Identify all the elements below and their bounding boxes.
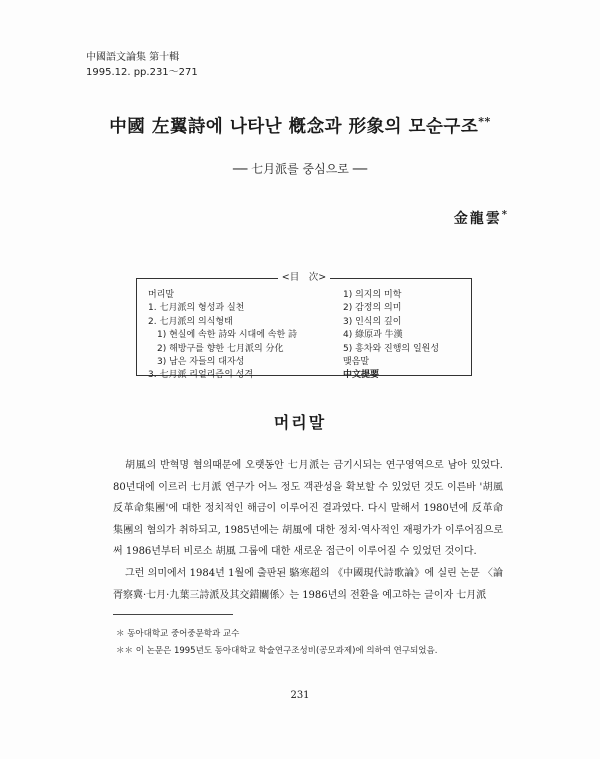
toc-item: 1. 七月派의 형성과 실천: [148, 303, 245, 314]
footnote: ＊ 동아대학교 중어중문학과 교수: [116, 629, 240, 639]
paper-subtitle: ── 七月派를 중심으로 ──: [232, 162, 368, 176]
toc-item: 1) 의지의 미학: [343, 290, 402, 300]
paper-title-text: 中國 左翼詩에 나타난 槪念과 形象의 모순구조: [109, 117, 479, 137]
body-text: [113, 455, 503, 606]
journal-name: 中國語文論集 第十輯: [86, 52, 180, 63]
toc-item: 5) 흥차와 진행의 일원성: [343, 343, 440, 354]
journal-info: [86, 50, 198, 80]
body-paragraph: 胡風의 반혁명 혐의때문에 오랫동안 七月派는 금기시되는 연구영역으로 남아 있었다. 80년대에 이르러 七月派 연구가 어느 정도 객관성을 확보할 수 있었던 것도 이른바 '胡風反革命集團'에 대한 정치적인 해금이 이루어진 결과였다. 다시 말해서 1980년에 反革命集團의 혐의가 취하되고, 1985년에는 胡風에 대한 정치·역사적인 재평가가 이루어짐으로써 1986년부터 비로소 胡風 그룹에 대한 새로운 접근이 이루어질 수 있었던 것이다.: [113, 460, 503, 558]
section-heading: 머리말: [273, 413, 327, 432]
footnotes: [116, 626, 506, 660]
footnote-divider: [113, 614, 233, 615]
toc-item: 4) 綠原과 牛漢: [343, 330, 403, 341]
toc-item: 2. 七月派의 의식형태: [148, 316, 233, 327]
toc-item: 맺음말: [343, 357, 370, 368]
toc-item: 3) 남은 자들의 대자성: [157, 357, 245, 368]
journal-issue: 1995.12. pp.231～271: [86, 67, 198, 78]
toc-item: 1) 현실에 속한 詩와 시대에 속한 詩: [157, 330, 298, 341]
paper-title: [0, 113, 600, 138]
toc-item: 3) 인식의 깊이: [343, 316, 402, 327]
page-number: 231: [290, 690, 310, 701]
author-footnote-mark: *: [501, 209, 507, 221]
title-footnote-mark: **: [478, 115, 491, 129]
toc-item: 中文提要: [343, 370, 380, 381]
toc-column-right: [343, 289, 467, 383]
author-name: 金龍雲: [453, 211, 502, 227]
body-paragraph: 그런 의미에서 1984년 1월에 출판된 駱寒超의 《中國現代詩歌論》에 실린 논문 〈論胥察冀·七月·九葉三詩派及其交錯關係〉는 1986년의 전환을 예고하는 글이자 七月派: [113, 567, 503, 601]
toc-title: <目 次>: [278, 272, 330, 283]
toc-item: 2) 감정의 의미: [343, 303, 402, 314]
toc-item: 2) 해방구를 향한 七月派의 分化: [157, 343, 284, 354]
toc-item: 머리말: [148, 290, 175, 300]
toc-item: 3. 七月派 리얼리즘의 성격: [148, 370, 254, 381]
table-of-contents: [136, 272, 472, 381]
author: [454, 208, 507, 228]
toc-column-left: [148, 289, 336, 383]
footnote: ＊＊ 이 논문은 1995년도 동아대학교 학술연구조성비(공모과제)에 의하여 연구되었음.: [116, 646, 438, 656]
